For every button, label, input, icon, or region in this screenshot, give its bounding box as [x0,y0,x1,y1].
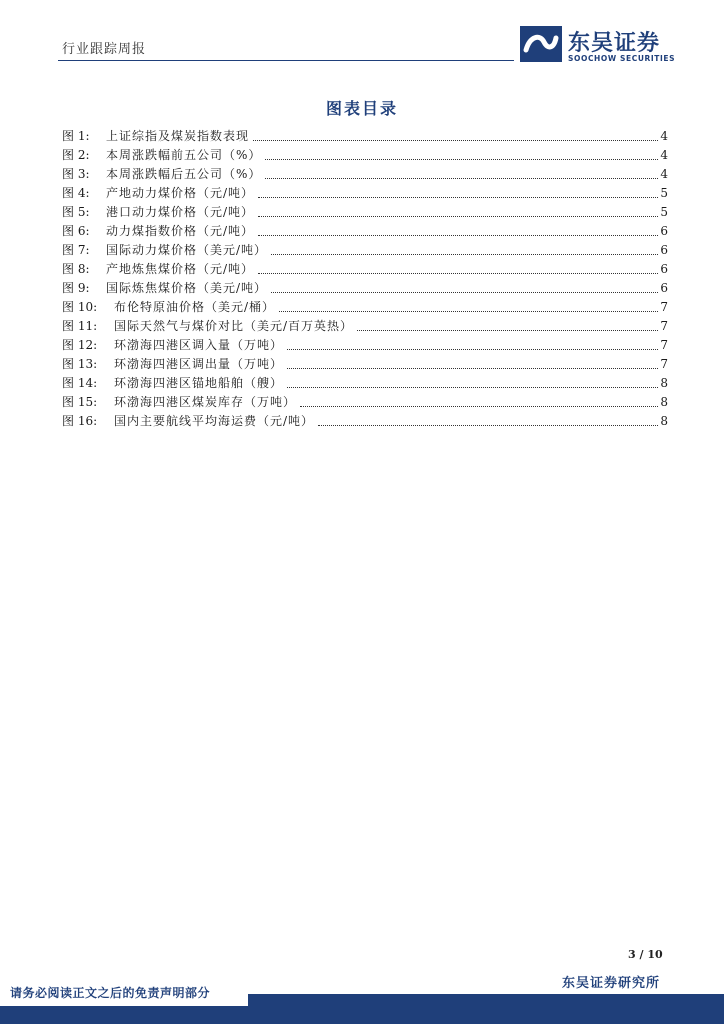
toc-entry-label: 环渤海四港区调出量（万吨） [114,357,284,371]
toc-entry-page: 7 [660,319,668,333]
toc-entry[interactable] [62,241,668,260]
toc-list [62,127,668,431]
toc-entry[interactable] [62,222,668,241]
toc-entry[interactable] [62,393,668,412]
toc-entry-number: 图 7: [62,243,90,257]
toc-entry-number: 图 16: [62,414,98,428]
toc-entry-page: 4 [660,167,668,181]
toc-entry[interactable] [62,317,668,336]
toc-entry-label: 动力煤指数价格（元/吨） [106,224,255,238]
toc-entry-label: 国际天然气与煤价对比（美元/百万英热） [114,319,354,333]
toc-entry[interactable] [62,279,668,298]
toc-entry[interactable] [62,146,668,165]
institute-name: 东吴证券研究所 [562,976,661,991]
toc-entry-number: 图 14: [62,376,98,390]
toc-entry-number: 图 3: [62,167,90,181]
toc-entry-page: 5 [660,205,668,219]
page-number: 3 / 10 [628,948,663,961]
toc-entry-page: 6 [660,243,668,257]
soochow-logo-icon [520,26,562,62]
toc-leader-dots [258,223,658,236]
toc-entry-label: 产地动力煤价格（元/吨） [106,186,255,200]
toc-leader-dots [300,394,658,407]
toc-entry[interactable] [62,127,668,146]
toc-entry-number: 图 2: [62,148,90,162]
toc-title: 图表目录 [325,99,398,118]
toc-entry-number: 图 9: [62,281,90,295]
toc-entry-label: 环渤海四港区调入量（万吨） [114,338,284,352]
toc-entry[interactable] [62,412,668,431]
toc-leader-dots [271,280,658,293]
toc-entry-label: 布伦特原油价格（美元/桶） [114,300,276,314]
toc-entry-label: 国内主要航线平均海运费（元/吨） [114,414,315,428]
report-type-label: 行业跟踪周报 [62,42,147,57]
toc-entry[interactable] [62,165,668,184]
toc-entry-label: 本周涨跌幅前五公司（%） [106,148,262,162]
toc-entry-label: 产地炼焦煤价格（元/吨） [106,262,255,276]
toc-entry-label: 国际炼焦煤价格（美元/吨） [106,281,268,295]
toc-leader-dots [265,166,658,179]
toc-entry-label: 国际动力煤价格（美元/吨） [106,243,268,257]
toc-entry-number: 图 1: [62,129,90,143]
toc-leader-dots [265,147,658,160]
toc-leader-dots [287,375,658,388]
toc-leader-dots [258,185,658,198]
toc-entry[interactable] [62,355,668,374]
toc-entry-number: 图 15: [62,395,98,409]
toc-leader-dots [271,242,658,255]
toc-entry[interactable] [62,298,668,317]
toc-entry[interactable] [62,336,668,355]
toc-entry-page: 4 [660,129,668,143]
toc-entry-number: 图 12: [62,338,98,352]
toc-entry-page: 6 [660,224,668,238]
toc-entry-page: 6 [660,262,668,276]
toc-entry-number: 图 8: [62,262,90,276]
header-divider [58,60,514,61]
toc-leader-dots [357,318,658,331]
toc-entry-number: 图 11: [62,319,98,333]
toc-entry[interactable] [62,203,668,222]
toc-leader-dots [258,204,658,217]
toc-leader-dots [287,356,658,369]
toc-entry-page: 6 [660,281,668,295]
toc-entry-number: 图 13: [62,357,98,371]
disclaimer-text: 请务必阅读正文之后的免责声明部分 [10,986,211,1000]
toc-entry-number: 图 5: [62,205,90,219]
toc-entry-page: 8 [660,414,668,428]
toc-entry-label: 港口动力煤价格（元/吨） [106,205,255,219]
toc-entry-page: 7 [660,338,668,352]
logo-english-name: SOOCHOW SECURITIES [568,54,676,63]
toc-entry-label: 本周涨跌幅后五公司（%） [106,167,262,181]
toc-leader-dots [253,128,658,141]
company-logo [520,26,676,66]
toc-entry[interactable] [62,374,668,393]
toc-entry-page: 8 [660,395,668,409]
toc-leader-dots [287,337,658,350]
toc-entry-label: 上证综指及煤炭指数表现 [106,129,250,143]
toc-entry-number: 图 6: [62,224,90,238]
toc-entry[interactable] [62,260,668,279]
toc-entry-page: 7 [660,300,668,314]
toc-leader-dots [279,299,658,312]
toc-entry-label: 环渤海四港区锚地船舶（艘） [114,376,284,390]
logo-chinese-name: 东吴证券 [568,31,661,56]
toc-entry-number: 图 10: [62,300,98,314]
toc-entry[interactable] [62,184,668,203]
toc-entry-page: 7 [660,357,668,371]
toc-entry-page: 8 [660,376,668,390]
toc-entry-number: 图 4: [62,186,90,200]
toc-leader-dots [318,413,658,426]
toc-entry-label: 环渤海四港区煤炭库存（万吨） [114,395,297,409]
toc-entry-page: 4 [660,148,668,162]
toc-entry-page: 5 [660,186,668,200]
toc-leader-dots [258,261,658,274]
